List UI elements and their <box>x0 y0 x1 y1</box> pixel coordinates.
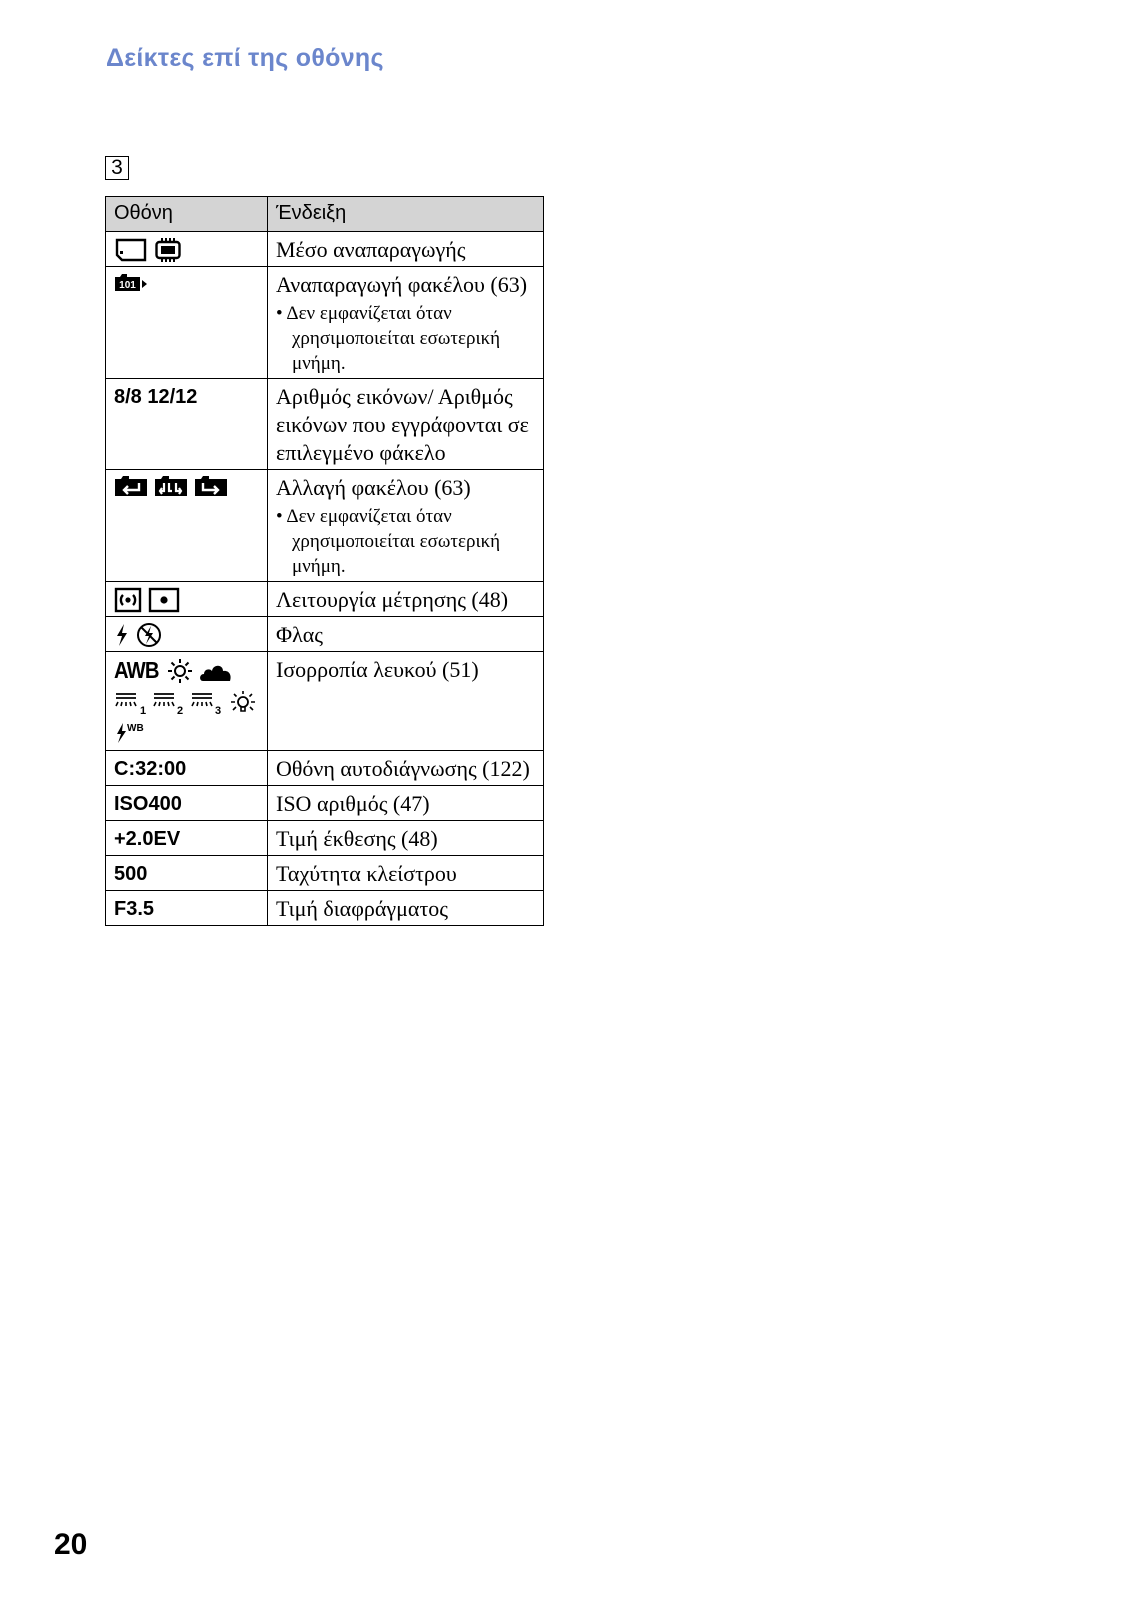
shutter-speed-display: 500 <box>114 863 148 885</box>
indication-cell <box>268 267 544 379</box>
page-heading: Δείκτες επί της οθόνης <box>106 44 384 72</box>
exposure-display: +2.0EV <box>114 828 181 850</box>
folder-number-label: 101 <box>119 280 136 291</box>
table-row <box>106 470 544 582</box>
fluorescent-1-subscript: 1 <box>140 705 146 716</box>
folder-change-prev-icon <box>114 475 148 497</box>
indication-cell <box>268 856 544 891</box>
table-row <box>106 786 544 821</box>
header-indication: Ένδειξη <box>268 197 544 232</box>
table-row <box>106 582 544 617</box>
indication-text: Αλλαγή φακέλου (63) <box>276 475 471 500</box>
table-row <box>106 891 544 926</box>
indication-text: Οθόνη αυτοδιάγνωσης (122) <box>276 756 530 781</box>
indication-note: • Δεν εμφανίζεται όταν χρησιμοποιείται εσωτερική μνήμη. <box>276 303 501 374</box>
display-cell <box>106 856 268 891</box>
table-row <box>106 267 544 379</box>
page-number: 20 <box>54 1528 88 1561</box>
header-display: Οθόνη <box>106 197 268 232</box>
table-row <box>106 856 544 891</box>
internal-memory-icon <box>154 237 182 263</box>
flash-wb-icon <box>114 722 148 744</box>
indication-cell <box>268 891 544 926</box>
display-cell <box>106 617 268 652</box>
self-diagnosis-display: C:32:00 <box>114 758 187 780</box>
table-row <box>106 379 544 470</box>
display-cell <box>106 267 268 379</box>
display-cell <box>106 821 268 856</box>
folder-change-next-icon <box>194 475 228 497</box>
indication-cell <box>268 470 544 582</box>
table-row <box>106 652 544 751</box>
incandescent-icon <box>228 690 258 716</box>
table-row <box>106 821 544 856</box>
daylight-icon <box>167 658 193 684</box>
indication-cell <box>268 232 544 267</box>
awb-label: AWB <box>114 657 159 683</box>
indication-cell <box>268 582 544 617</box>
indication-cell <box>268 821 544 856</box>
indication-text: Τιμή διαφράγματος <box>276 896 448 921</box>
fluorescent-2-icon <box>152 690 184 716</box>
spot-metering-icon <box>148 587 180 613</box>
folder-change-both-icon <box>154 475 188 497</box>
display-cell <box>106 751 268 786</box>
iso-display: ISO400 <box>114 793 182 815</box>
playback-folder-101-icon <box>114 272 148 292</box>
table-header-row <box>106 197 544 232</box>
fluorescent-3-icon <box>190 690 222 716</box>
indication-text: Μέσο αναπαραγωγής <box>276 237 466 262</box>
flash-wb-label: WB <box>127 723 144 734</box>
table-row <box>106 232 544 267</box>
display-cell <box>106 232 268 267</box>
indicators-table <box>105 196 544 926</box>
fluorescent-2-subscript: 2 <box>177 705 184 716</box>
indication-cell <box>268 652 544 751</box>
fluorescent-3-subscript: 3 <box>215 705 222 716</box>
display-cell <box>106 470 268 582</box>
indication-text: Ταχύτητα κλείστρου <box>276 861 457 886</box>
display-cell <box>106 786 268 821</box>
center-weighted-metering-icon <box>114 587 142 613</box>
section-number-box: 3 <box>105 156 129 180</box>
indication-text: Αριθμός εικόνων/ Αριθμός εικόνων που εγγράφονται σε επιλεγμένο φάκελο <box>276 384 529 465</box>
display-cell <box>106 379 268 470</box>
aperture-display: F3.5 <box>114 898 155 920</box>
indication-cell <box>268 751 544 786</box>
display-cell <box>106 652 268 751</box>
indication-cell <box>268 786 544 821</box>
indication-cell <box>268 617 544 652</box>
indication-cell <box>268 379 544 470</box>
indication-note: • Δεν εμφανίζεται όταν χρησιμοποιείται εσωτερική μνήμη. <box>276 506 501 577</box>
memory-card-icon <box>114 237 148 263</box>
fluorescent-1-icon <box>114 690 146 716</box>
indication-text: Ισορροπία λευκού (51) <box>276 657 479 682</box>
flash-icon <box>114 623 130 647</box>
display-cell <box>106 582 268 617</box>
display-cell <box>106 891 268 926</box>
image-count-display: 8/8 12/12 <box>114 386 198 408</box>
indication-text: Φλας <box>276 622 323 647</box>
indication-text: Λειτουργία μέτρησης (48) <box>276 587 509 612</box>
cloudy-icon <box>199 659 233 683</box>
table-row <box>106 617 544 652</box>
indication-text: Τιμή έκθεσης (48) <box>276 826 438 851</box>
flash-off-icon <box>136 622 162 648</box>
table-row <box>106 751 544 786</box>
indication-text: ISO αριθμός (47) <box>276 791 430 816</box>
indication-text: Αναπαραγωγή φακέλου (63) <box>276 272 528 297</box>
